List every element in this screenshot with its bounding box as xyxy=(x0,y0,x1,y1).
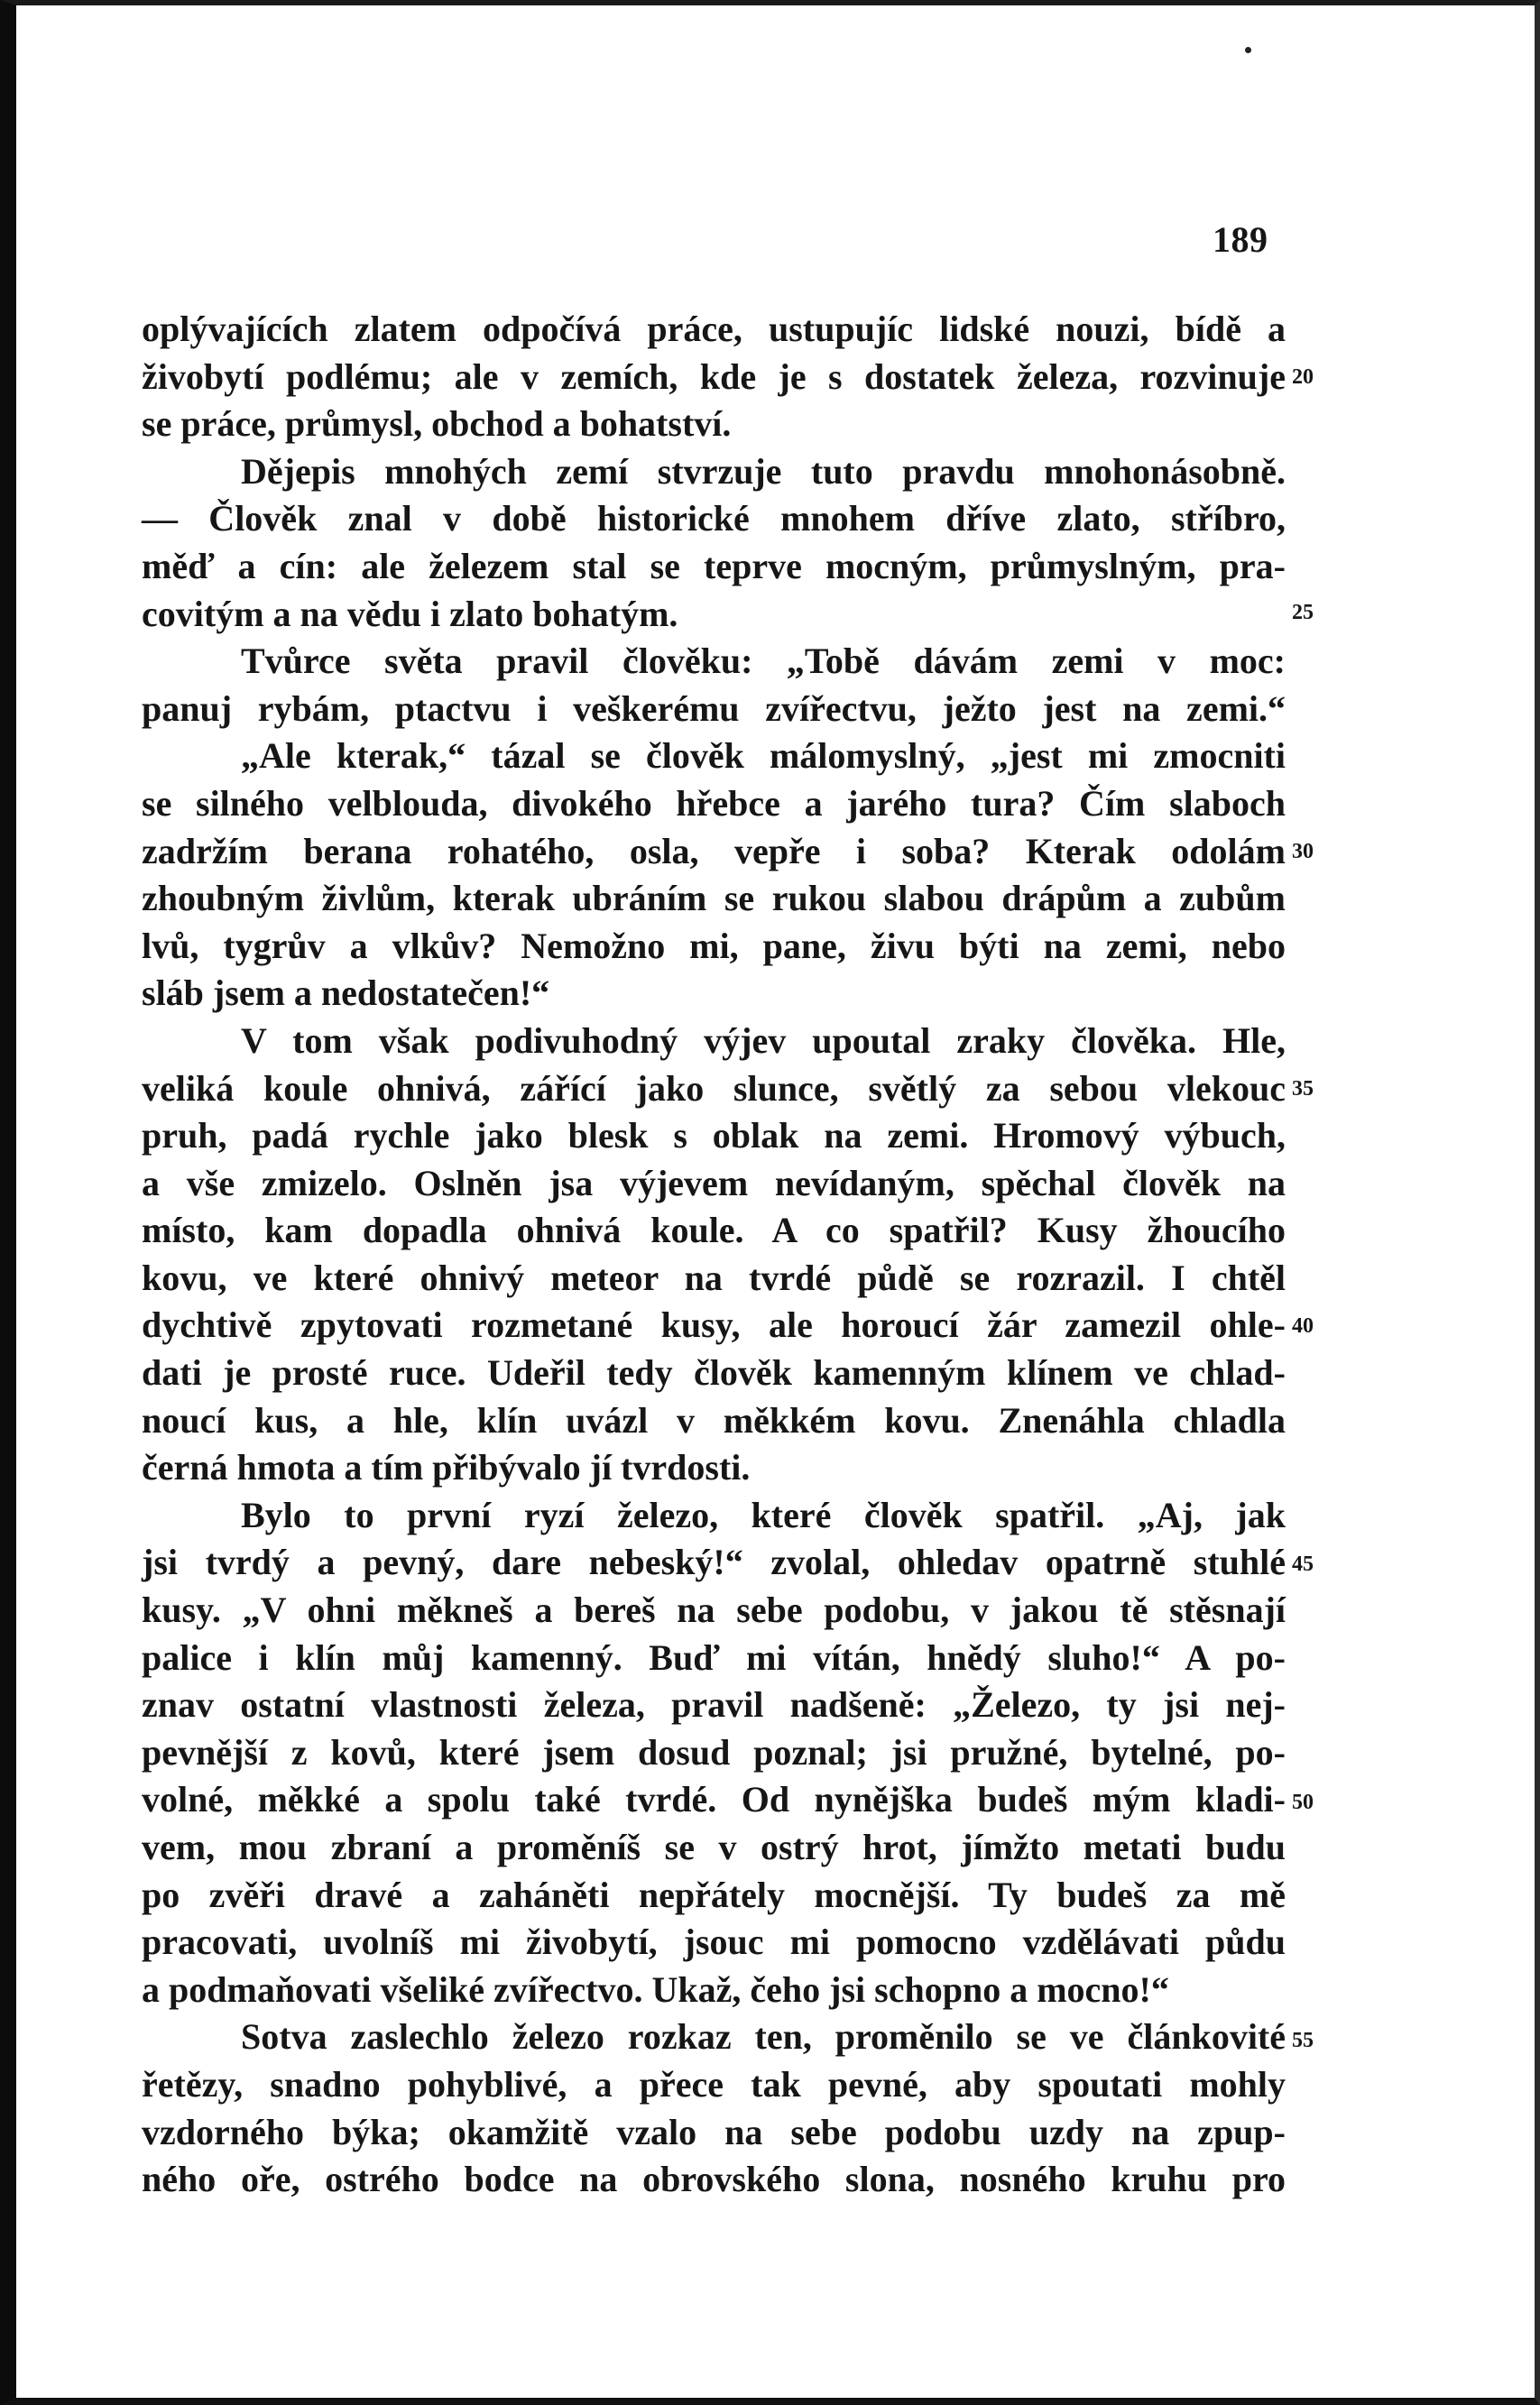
line-number-45: 45 xyxy=(1292,1553,1314,1576)
text-line: se práce, průmysl, obchod a bohatství. xyxy=(142,403,732,445)
paragraph-start-line: V tom však podivuhodný výjev upoutal zraky člověka. Hle, xyxy=(241,1019,1286,1061)
text-line: měď a cín: ale železem stal se teprve mocným, průmyslným, pra- xyxy=(142,545,1286,586)
text-line: živobytí podlému; ale v zemích, kde je s dostatek železa, rozvinuje xyxy=(142,355,1286,397)
text-line: kovu, ve které ohnivý meteor na tvrdé půdě se rozrazil. I chtěl xyxy=(142,1257,1286,1298)
text-line: znav ostatní vlastnosti železa, pravil nadšeně: „Železo, ty jsi nej- xyxy=(142,1684,1286,1726)
text-line: zadržím berana rohatého, osla, vepře i soba? Kterak odolám xyxy=(142,830,1286,871)
paragraph-start-line: Sotva zaslechlo železo rozkaz ten, proměnilo se ve článkovité xyxy=(241,2016,1286,2058)
text-line: a podmaňovati všeliké zvířectvo. Ukaž, čeho jsi schopno a mocno!“ xyxy=(142,1968,1169,2010)
text-line: dychtivě zpytovati rozmetané kusy, ale horoucí žár zamezil ohle- xyxy=(142,1304,1286,1346)
text-line: po zvěři dravé a zaháněti nepřátely mocnější. Ty budeš za mě xyxy=(142,1874,1286,1915)
paragraph-start-line: „Ale kterak,“ tázal se člověk málomyslný, „jest mi zmocniti xyxy=(241,735,1286,777)
text-line: řetězy, snadno pohyblivé, a přece tak pevné, aby spoutati mohly xyxy=(142,2063,1286,2105)
text-line: a vše zmizelo. Oslněn jsa výjevem nevídaným, spěchal člověk na xyxy=(142,1162,1286,1203)
text-line: pruh, padá rychle jako blesk s oblak na zemi. Hromový výbuch, xyxy=(142,1115,1286,1156)
text-line: — Člověk znal v době historické mnohem dříve zlato, stříbro, xyxy=(142,498,1286,539)
line-number-25: 25 xyxy=(1292,601,1314,624)
page-number: 189 xyxy=(1213,219,1268,260)
text-line: vzdorného býka; okamžitě vzalo na sebe podobu uzdy na zpup- xyxy=(142,2111,1286,2152)
text-line: jsi tvrdý a pevný, dare nebeský!“ zvolal, ohledav opatrně stuhlé xyxy=(142,1542,1286,1583)
line-number-20: 20 xyxy=(1292,365,1314,389)
text-line: lvů, tygrův a vlkův? Nemožno mi, pane, živu býti na zemi, nebo xyxy=(142,925,1286,966)
text-line: dati je prosté ruce. Udeřil tedy člověk kamenným klínem ve chlad- xyxy=(142,1352,1286,1394)
text-line: kusy. „V ohni měkneš a bereš na sebe podobu, v jakou tě stěsnají xyxy=(142,1590,1286,1631)
text-line: palice i klín můj kamenný. Buď mi vítán, hnědý sluho!“ A po- xyxy=(142,1636,1286,1678)
text-line: zhoubným živlům, kterak ubráním se rukou slabou drápům a zubům xyxy=(142,878,1286,919)
text-line: volné, měkké a spolu také tvrdé. Od nynějška budeš mým kladi- xyxy=(142,1779,1286,1820)
text-line: oplývajících zlatem odpočívá práce, ustupujíc lidské nouzi, bídě a xyxy=(142,309,1286,349)
paragraph-start-line: Dějepis mnohých zemí stvrzuje tuto pravdu mnohonásobně. xyxy=(241,450,1286,492)
line-number-35: 35 xyxy=(1292,1077,1314,1101)
text-line: covitým a na vědu i zlato bohatým. xyxy=(142,593,678,634)
text-line: pevnější z kovů, které jsem dosud poznal; jsi pružné, bytelné, po- xyxy=(142,1731,1286,1773)
paragraph-start-line: Bylo to první ryzí železo, které člověk spatřil. „Aj, jak xyxy=(241,1494,1286,1535)
text-line: pracovati, uvolníš mi živobytí, jsouc mi pomocno vzdělávati půdu xyxy=(142,1921,1286,1963)
line-number-50: 50 xyxy=(1292,1791,1314,1814)
ink-speck xyxy=(1245,47,1251,53)
text-line: noucí kus, a hle, klín uvázl v měkkém kovu. Znenáhla chladla xyxy=(142,1399,1286,1441)
text-line: se silného velblouda, divokého hřebce a jarého tura? Čím slaboch xyxy=(142,782,1286,824)
line-number-30: 30 xyxy=(1292,840,1314,863)
text-line: vem, mou zbraní a proměníš se v ostrý hrot, jímžto metati budu xyxy=(142,1827,1286,1867)
paragraph-start-line: Tvůrce světa pravil člověku: „Tobě dávám zemi v moc: xyxy=(241,640,1286,682)
text-line: černá hmota a tím přibývalo jí tvrdosti. xyxy=(142,1447,751,1488)
body-text xyxy=(142,306,1286,2204)
line-number-40: 40 xyxy=(1292,1314,1314,1338)
text-line: místo, kam dopadla ohnivá koule. A co spatřil? Kusy žhoucího xyxy=(142,1210,1286,1251)
text-line: panuj rybám, ptactvu i veškerému zvířectvu, ježto jest na zemi.“ xyxy=(142,687,1286,729)
text-line: sláb jsem a nedostatečen!“ xyxy=(142,972,550,1014)
text-line: ného oře, ostrého bodce na obrovského slona, nosného kruhu pro xyxy=(142,2159,1286,2200)
text-line: veliká koule ohnivá, zářící jako slunce, světlý za sebou vlekouc xyxy=(142,1067,1286,1109)
line-number-55: 55 xyxy=(1292,2029,1314,2052)
